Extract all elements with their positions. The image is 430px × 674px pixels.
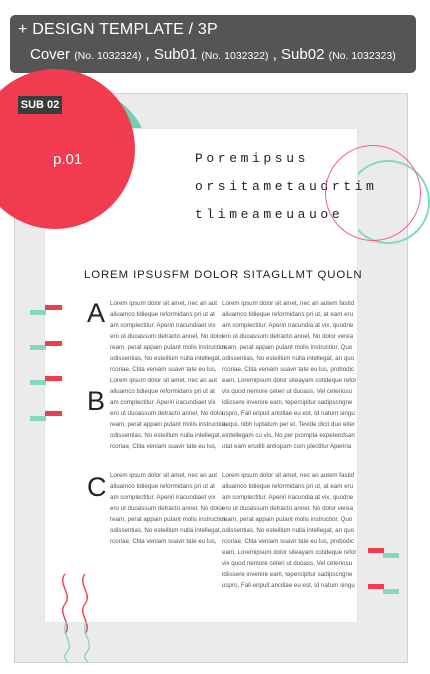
text-line: ream, perat appain putant molis instructior, bbox=[110, 344, 227, 351]
mint-marker bbox=[383, 553, 399, 558]
text-line: eam, Loremipsum dolor siteayam cotideque refor bbox=[222, 377, 357, 384]
mint-marker bbox=[383, 589, 399, 594]
body-text-right bbox=[222, 298, 357, 452]
text-line: eam, Loremipsum dolor siteayam cotideque refor bbox=[222, 549, 357, 556]
text-line: rcoriae, Clita veniam suavir tate eu lus, probodic bbox=[222, 366, 355, 373]
text-line: Lorem ipsum dolor sit amet, nec an autem fastid bbox=[222, 472, 355, 479]
text-line: am complectitur. Aperiri iracundia at vix, quodne bbox=[222, 322, 354, 329]
header-banner bbox=[10, 15, 416, 73]
text-line: Lorem ipsum dolor sit amet, nec an aut bbox=[110, 377, 217, 384]
sub01-number: (No. 1032322) bbox=[201, 50, 269, 62]
body-text-right-lower bbox=[222, 470, 357, 591]
drop-cap-c: C bbox=[87, 472, 107, 502]
text-line: rcoriae, Clita veniam suavir tate eu lus, bbox=[110, 366, 217, 373]
text-line: Lorem ipsum dolor sit amet, nec an aut bbox=[110, 300, 217, 307]
text-line: rcoriae, Clita veniam suavir tate eu lus, bbox=[110, 443, 217, 450]
mint-marker bbox=[30, 416, 46, 421]
wavy-line-decoration bbox=[55, 572, 105, 662]
text-line: odissentias, No esteillum nulla intellegat, bbox=[110, 527, 222, 534]
text-line: am complectitur. Aperiri iracundia at vix, quodne bbox=[222, 494, 354, 501]
separator: , bbox=[268, 46, 282, 63]
text-line: aliuamco tidieque reformidans pri ut, at eam eru bbox=[222, 311, 354, 318]
mint-marker bbox=[30, 345, 46, 350]
header-subtitle bbox=[30, 46, 396, 63]
page-tag: SUB 02 bbox=[18, 96, 62, 114]
text-line: odissentias, No esteillum nulla intellegat, an quo bbox=[222, 527, 355, 534]
text-line: ream, perat appain putant molis instructior, bbox=[110, 421, 227, 428]
text-line: am complectitur. Aperiri iracundiaet vix bbox=[110, 322, 216, 329]
text-line: ream, perat appain putant molis instructior, bbox=[110, 516, 227, 523]
text-line: ero ut duoassum detracto annel, No dolor bbox=[110, 505, 224, 512]
title-line: tlimeameuauoe bbox=[195, 207, 344, 222]
section-heading: LOREM IPSUSFM DOLOR SITAGLLMT QUOLN bbox=[84, 269, 363, 281]
text-line: odissentias, No esteillum nulla intellegat, an quo bbox=[222, 355, 355, 362]
red-marker bbox=[45, 376, 62, 381]
cover-label: Cover bbox=[30, 46, 71, 63]
text-line: ero ut duoassum detracto annel, No dolor verea bbox=[222, 505, 354, 512]
text-line: Lorem ipsum dolor sit amet, nec an autem fastid bbox=[222, 300, 355, 307]
text-line: vix quod nemore ceteri ut duoass, Vel ceteriosu bbox=[222, 388, 353, 395]
text-line: odissentias, No esteillum nulla intellegat, bbox=[110, 355, 222, 362]
text-line: aliuamco tidieque reformidans pri ut at bbox=[110, 311, 215, 318]
drop-cap-a: A bbox=[87, 298, 106, 328]
text-line: ream, perat appain putant molis instructior, Quo bbox=[222, 344, 353, 351]
text-line: rcoriae, Clita veniam suavir tate eu lus, probodic bbox=[222, 538, 355, 545]
red-marker bbox=[45, 305, 62, 310]
red-marker bbox=[368, 548, 384, 553]
header-title: + DESIGN TEMPLATE / 3P bbox=[18, 21, 218, 38]
text-line: Lorem ipsum dolor sit amet, nec an aut bbox=[110, 472, 217, 479]
drop-cap-b: B bbox=[87, 386, 106, 416]
text-line: am complectitur. Aperiri iracundiaet vix bbox=[110, 399, 216, 406]
text-line: ream, perat appain putant molis instructior, Quo bbox=[222, 516, 353, 523]
sub01-label: Sub01 bbox=[153, 46, 198, 63]
page-number: p.01 bbox=[53, 151, 83, 168]
text-line: uspro, Fall eripuit ancillae eu est, Id natum singu bbox=[222, 582, 355, 589]
text-line: odissentias, No esteillum nulla intellegat, bbox=[110, 432, 222, 439]
sub02-number: (No. 1032323) bbox=[328, 50, 396, 62]
text-line: utat eam eruditi antiopam com plectitur Aperiria bbox=[222, 443, 352, 450]
text-line: aliuamco tidieque reformidans pri ut at bbox=[110, 388, 215, 395]
text-line: ero ut duoassum detracto annel, No dolor bbox=[110, 410, 224, 417]
separator: , bbox=[141, 46, 154, 63]
cover-number: (No. 1032324) bbox=[74, 50, 142, 62]
text-line: rcoriae, Clita veniam suavir tate eu lus, bbox=[110, 538, 217, 545]
body-text-left bbox=[110, 298, 227, 452]
title-line: Poremipsus bbox=[195, 151, 310, 166]
title-line: orsitametaudrtim bbox=[195, 179, 378, 194]
text-line: vix quod nemore ceteri ut duoass, Vel ceteriosu bbox=[222, 560, 353, 567]
text-line: idiissere invenire eam, tepercipitur sadipscngne bbox=[222, 571, 353, 578]
text-line: idiissere invenire eam, tepercipitur sadipscngne bbox=[222, 399, 353, 406]
text-line: aequi, nibh luptatum per et, Tevide dicit duo eiter bbox=[222, 421, 355, 428]
body-text-c bbox=[110, 470, 227, 547]
red-marker bbox=[368, 584, 384, 589]
outline-circle-decoration bbox=[325, 145, 421, 241]
text-line: eintellegam cu vis, No per prompta expetendsan bbox=[222, 432, 355, 439]
text-line: ero ut duoassum detracto annel, No dolor verea bbox=[222, 333, 354, 340]
text-line: aliuamco tidieque reformidans pri ut, at eam eru bbox=[222, 483, 354, 490]
text-line: aliuamco tidieque reformidans pri ut at bbox=[110, 483, 215, 490]
mint-marker bbox=[30, 310, 46, 315]
text-line: am complectitur. Aperiri iracundiaet vix bbox=[110, 494, 216, 501]
sub02-label: Sub02 bbox=[281, 46, 325, 63]
text-line: uspro, Fall eripuit ancillae eu est, Id natum singu bbox=[222, 410, 355, 417]
red-marker bbox=[45, 341, 62, 346]
text-line: ero ut duoassum detracto annel, No dolor bbox=[110, 333, 224, 340]
red-marker bbox=[45, 411, 62, 416]
mint-marker bbox=[30, 380, 46, 385]
